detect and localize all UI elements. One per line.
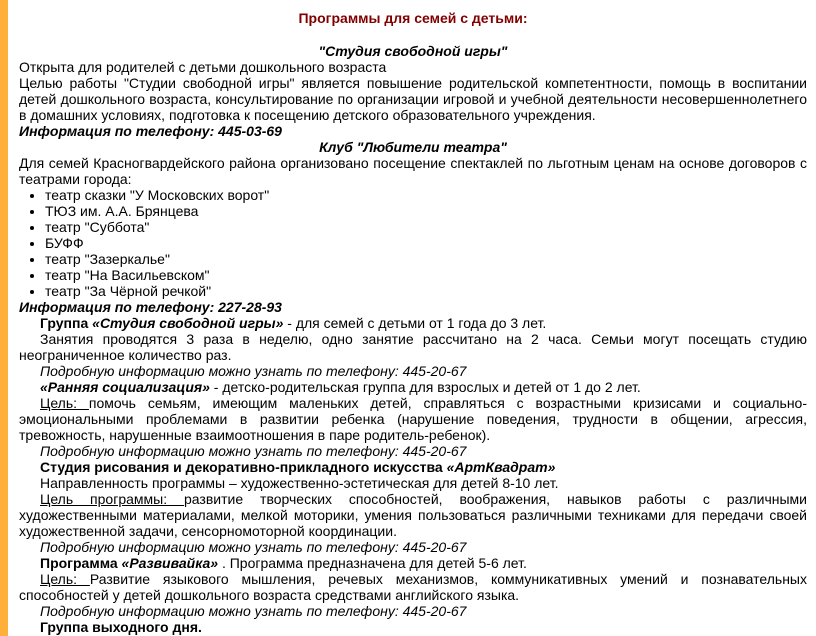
page-title: Программы для семей с детьми:	[298, 10, 528, 26]
list-item: • театр "Зазеркалье"	[45, 251, 807, 267]
left-accent-strip	[0, 0, 8, 636]
list-item: • ТЮЗ им. А.А. Брянцева	[45, 203, 807, 219]
list-item: • БУФФ	[45, 235, 807, 251]
group1-details: Занятия проводятся 3 раза в неделю, одно занятие рассчитано на 2 часа. Семьи могут посещать студию неограниченное количество раз.	[19, 331, 807, 363]
group4-more-info: Подробную информацию можно узнать по телефону: 445-20-67	[40, 603, 467, 619]
page-content	[19, 10, 807, 635]
theatre-club-phone: Информация по телефону: 227-28-93	[19, 299, 282, 315]
list-item: • театр "За Чёрной речкой"	[45, 283, 807, 299]
group3-more-info: Подробную информацию можно узнать по телефону: 445-20-67	[40, 539, 467, 555]
group3-title: Студия рисования и декоративно-прикладного искусства «АртКвадрат»	[40, 459, 556, 475]
studio-phone: Информация по телефону: 445-03-69	[19, 123, 282, 139]
list-item: • театр сказки "У Московских ворот"	[45, 187, 807, 203]
group1-more-info: Подробную информацию можно узнать по телефону: 445-20-67	[40, 363, 467, 379]
studio-heading: "Студия свободной игры"	[318, 43, 508, 59]
theatre-club-heading: Клуб "Любители театра"	[319, 139, 507, 155]
list-item: • театр "На Васильевском"	[45, 267, 807, 283]
theatre-list	[19, 187, 807, 299]
list-item: • театр "Суббота"	[45, 219, 807, 235]
group1-title: Группа «Студия свободной игры» - для семей с детьми от 1 года до 3 лет.	[40, 315, 547, 331]
group5-title: Группа выходного дня.	[40, 619, 202, 635]
theatre-club-description: Для семей Красногвардейского района организовано посещение спектаклей по льготным ценам на основе договоров с театрами города:	[19, 155, 807, 187]
group3-direction: Направленность программы – художественно-эстетическая для детей 8-10 лет.	[40, 475, 559, 491]
group4-title: Программа «Развивайка» . Программа предназначена для детей 5-6 лет.	[40, 555, 527, 571]
studio-description: Целью работы "Студии свободной игры" является повышение родительской компетентности, помощь в воспитании детей дошкольного возраста, консультирование по организации игровой и учебной деятельности несовершеннолетнего в домашних условиях, подготовка к посещению детского образовательного учреждения.	[19, 75, 807, 123]
group2-title: «Ранняя социализация» - детско-родительская группа для взрослых и детей от 1 до 2 лет.	[40, 379, 641, 395]
group3-goal: Цель программы: развитие творческих способностей, воображения, навыков работы с различными художественными материалами, мелкой моторики, умения пользоваться различными техниками для передачи своей художественной задачи, сенсорномоторной координации.	[19, 491, 807, 539]
group2-more-info: Подробную информацию можно узнать по телефону: 445-20-67	[40, 443, 467, 459]
studio-line: Открыта для родителей с детьми дошкольного возраста	[19, 59, 387, 75]
group4-goal: Цель: Развитие языкового мышления, речевых механизмов, коммуникативных умений и познавательных способностей у детей дошкольного возраста средствами английского языка.	[19, 571, 807, 603]
group2-goal: Цель: помочь семьям, имеющим маленьких детей, справляться с возрастными кризисами и социально-эмоциональными проблемами в развитии ребенка (нарушение поведения, трудности в общении, агрессия, тревожность, нарушенные взаимоотношения в паре родитель-ребенок).	[19, 395, 808, 443]
